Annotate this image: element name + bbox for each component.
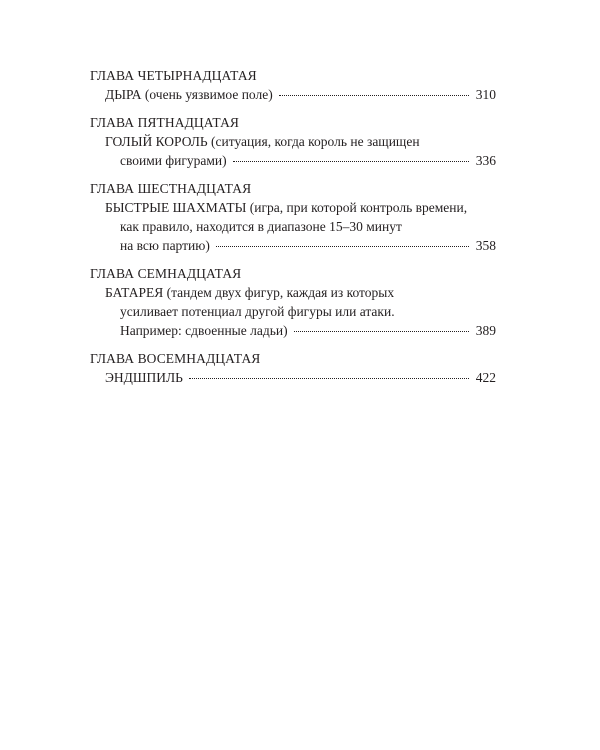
page-number: 389 — [475, 323, 496, 338]
toc-entry-last-line — [105, 85, 496, 104]
toc-entry-last-line — [105, 151, 496, 170]
toc-entry-last-line — [105, 321, 496, 340]
toc-entry — [90, 85, 496, 104]
entry-title-continued: своими фигурами) — [120, 153, 227, 168]
chapter-heading: ГЛАВА ВОСЕМНАДЦАТАЯ — [90, 351, 261, 366]
chapter-heading: ГЛАВА ПЯТНАДЦАТАЯ — [90, 115, 240, 130]
entry-title: ГОЛЫЙ КОРОЛЬ (ситуация, когда король не защищен — [105, 134, 420, 149]
toc-entry — [90, 283, 496, 340]
chapter-heading: ГЛАВА ЧЕТЫРНАДЦАТАЯ — [90, 68, 257, 83]
dot-leader — [294, 331, 469, 332]
toc-entry — [90, 132, 496, 170]
entry-title: БАТАРЕЯ (тандем двух фигур, каждая из которых — [105, 285, 395, 300]
entry-title: ДЫРА (очень уязвимое поле) — [105, 87, 273, 102]
toc-entry-last-line — [105, 368, 496, 387]
entry-title-continued: усиливает потенциал другой фигуры или атаки. — [120, 304, 395, 319]
dot-leader — [216, 246, 469, 247]
page-number: 358 — [475, 238, 496, 253]
chapter-heading: ГЛАВА СЕМНАДЦАТАЯ — [90, 266, 242, 281]
chapter-heading: ГЛАВА ШЕСТНАДЦАТАЯ — [90, 181, 252, 196]
dot-leader — [189, 378, 469, 379]
toc-chapter-15 — [90, 113, 496, 170]
entry-title-continued: как правило, находится в диапазоне 15–30 минут — [120, 219, 402, 234]
entry-title: БЫСТРЫЕ ШАХМАТЫ (игра, при которой контроль времени, — [105, 200, 468, 215]
table-of-contents — [90, 66, 496, 396]
toc-chapter-17 — [90, 264, 496, 340]
toc-chapter-16 — [90, 179, 496, 255]
toc-entry-last-line — [105, 236, 496, 255]
entry-title-continued: Например: сдвоенные ладьи) — [120, 323, 288, 338]
dot-leader — [279, 95, 469, 96]
entry-title: ЭНДШПИЛЬ — [105, 370, 183, 385]
toc-entry — [90, 198, 496, 255]
toc-chapter-14 — [90, 66, 496, 104]
toc-chapter-18 — [90, 349, 496, 387]
dot-leader — [233, 161, 469, 162]
toc-entry — [90, 368, 496, 387]
page-number: 336 — [475, 153, 496, 168]
page-number: 422 — [475, 370, 496, 385]
entry-title-continued: на всю партию) — [120, 238, 210, 253]
page-number: 310 — [475, 87, 496, 102]
